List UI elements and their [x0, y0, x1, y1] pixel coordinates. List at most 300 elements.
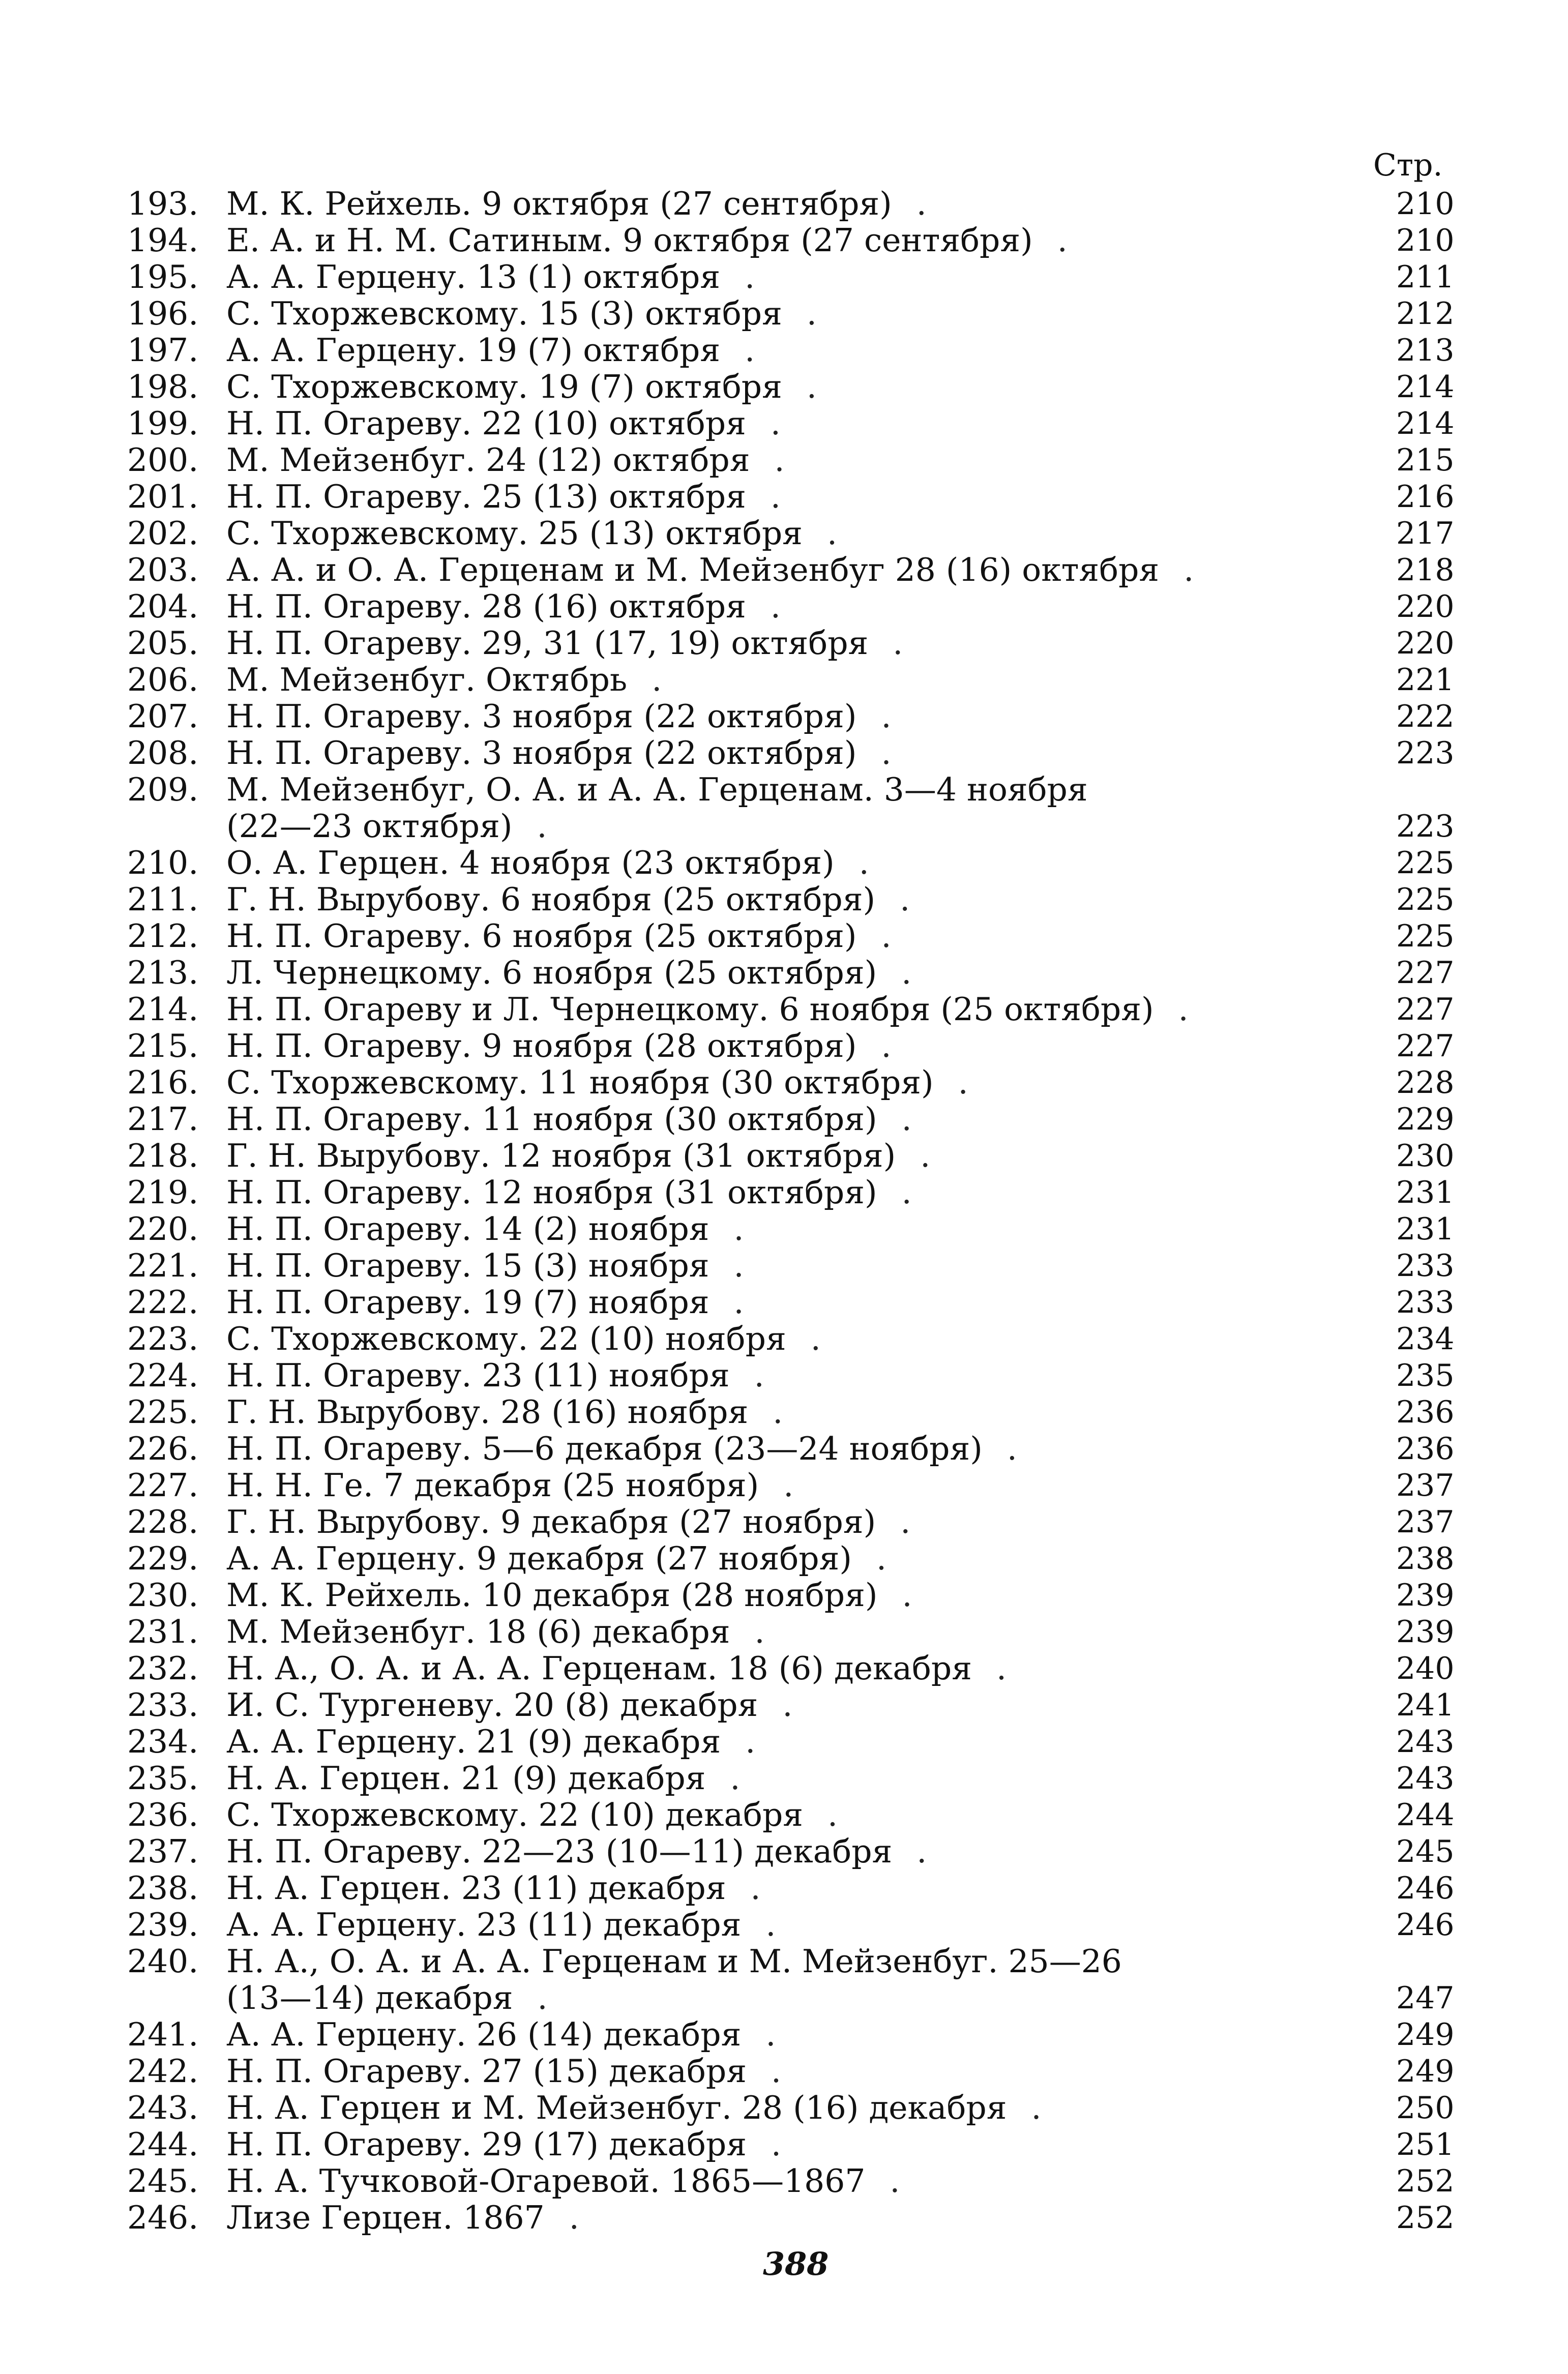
leader-dots: .: [856, 734, 906, 771]
entry-title-text: Н. П. Огареву. 12 ноября (31 октября): [226, 1174, 877, 1211]
toc-entry: [127, 2162, 1455, 2200]
toc-entry: [127, 515, 1455, 552]
leader-dots: .: [726, 1869, 775, 1907]
entry-page-number: 238: [1396, 1541, 1455, 1577]
entry-title: [226, 881, 1368, 918]
entry-page-number: 236: [1396, 1394, 1455, 1430]
entry-title: [226, 1577, 1368, 1614]
entry-page-number: 247: [1396, 1980, 1455, 2016]
entry-page-number: 217: [1396, 516, 1455, 551]
entry-number: 194.: [127, 222, 199, 259]
entry-number: 197.: [127, 332, 199, 369]
entry-title: [226, 1687, 1368, 1724]
leader-dots: .: [720, 258, 770, 295]
entry-number: 202.: [127, 515, 199, 552]
leader-dots: .: [786, 1320, 835, 1357]
entry-title-text: С. Тхоржевскому. 19 (7) октября: [226, 368, 782, 405]
entry-title: [226, 479, 1368, 515]
entry-title-text: Н. П. Огареву. 14 (2) ноября: [226, 1210, 709, 1248]
entry-page-number: 210: [1396, 223, 1455, 258]
leader-dots: .: [746, 2126, 796, 2163]
entry-title: [226, 1138, 1368, 1174]
entry-title-text: С. Тхоржевскому. 15 (3) октября: [226, 295, 782, 332]
entry-page-number: 234: [1396, 1321, 1455, 1357]
entry-page-number: 229: [1396, 1102, 1455, 1137]
entry-title-text: Н. П. Огареву. 25 (13) октября: [226, 478, 746, 515]
entry-number: 228.: [127, 1503, 199, 1540]
entry-page-number: 214: [1396, 369, 1455, 405]
entry-page-number: 216: [1396, 479, 1455, 515]
entry-page-number: 230: [1396, 1138, 1455, 1174]
entry-number: 231.: [127, 1613, 199, 1650]
entry-title-text: Г. Н. Вырубову. 9 декабря (27 ноября): [226, 1503, 876, 1540]
toc-entry: [127, 954, 1455, 991]
entry-title-text: М. К. Рейхель. 9 октября (27 сентября): [226, 185, 892, 222]
entry-title: [226, 186, 1368, 222]
leader-dots: .: [877, 1101, 926, 1138]
entry-title-text: Л. Чернецкому. 6 ноября (25 октября): [226, 954, 877, 991]
entry-number: 214.: [127, 991, 199, 1028]
entry-title: [226, 698, 1368, 735]
entry-title-text: Г. Н. Вырубову. 12 ноября (31 октября): [226, 1137, 896, 1174]
entry-number: 215.: [127, 1027, 199, 1064]
entry-number: 213.: [127, 954, 199, 991]
entry-number: 236.: [127, 1796, 199, 1833]
leader-dots: .: [856, 698, 906, 735]
entry-page-number: 225: [1396, 845, 1455, 881]
entry-number: 200.: [127, 441, 199, 479]
entry-title: [226, 2163, 1368, 2200]
leader-dots: .: [709, 1284, 758, 1321]
toc-entry: [127, 295, 1455, 332]
entry-title-text: Н. П. Огареву. 11 ноября (30 октября): [226, 1101, 877, 1138]
leader-dots: .: [741, 2016, 790, 2053]
entry-page-number: 246: [1396, 1907, 1455, 1943]
entry-number: 227.: [127, 1467, 199, 1504]
leader-dots: .: [802, 515, 851, 552]
toc-entry: [127, 771, 1455, 845]
toc-entry: [127, 405, 1455, 442]
toc-entry: [127, 1869, 1455, 1907]
leader-dots: .: [730, 1613, 779, 1650]
entry-page-number: 246: [1396, 1871, 1455, 1906]
entry-number: 206.: [127, 661, 199, 698]
leader-dots: .: [627, 661, 676, 698]
toc-entry: [127, 1760, 1455, 1797]
toc-entry: [127, 1613, 1455, 1650]
entry-page-number: 221: [1396, 662, 1455, 698]
entry-title-text: Н. А., О. А. и А. А. Герценам и М. Мейзенбуг. 25—26: [226, 1943, 1122, 1980]
entry-number: 226.: [127, 1430, 199, 1467]
entry-title-text: Н. П. Огареву. 22 (10) октября: [226, 405, 746, 442]
entry-title-text: С. Тхоржевскому. 25 (13) октября: [226, 515, 803, 552]
entry-number: 234.: [127, 1723, 199, 1760]
toc-entry: [127, 2016, 1455, 2053]
entry-number: 245.: [127, 2162, 199, 2200]
entry-title: [226, 1248, 1368, 1284]
entry-title: [226, 369, 1368, 405]
leader-dots: .: [896, 1137, 945, 1174]
entry-title-text: Н. П. Огареву. 3 ноября (22 октября): [226, 734, 857, 771]
entry-page-number: 218: [1396, 552, 1455, 588]
entry-title-text: Н. А. Тучковой-Огаревой. 1865—1867: [226, 2162, 866, 2200]
leader-dots: .: [892, 1833, 941, 1870]
toc-entry: [127, 1430, 1455, 1467]
entry-number: 207.: [127, 698, 199, 735]
toc-entry: [127, 1064, 1455, 1101]
leader-dots: .: [748, 1393, 797, 1431]
entry-page-number: 237: [1396, 1468, 1455, 1503]
entry-title-text: И. С. Тургеневу. 20 (8) декабря: [226, 1686, 758, 1724]
entry-title-text: Н. П. Огареву. 5—6 декабря (23—24 ноября): [226, 1430, 983, 1467]
entry-title-text: Н. П. Огареву. 29 (17) декабря: [226, 2126, 747, 2163]
entry-number: 209.: [127, 771, 199, 808]
entry-page-number: 250: [1396, 2090, 1455, 2126]
toc-entry: [127, 1577, 1455, 1614]
entry-title-text: Н. П. Огареву. 3 ноября (22 октября): [226, 698, 857, 735]
entry-number: 242.: [127, 2053, 199, 2090]
entry-page-number: 233: [1396, 1285, 1455, 1320]
entry-page-number: 244: [1396, 1797, 1455, 1833]
entry-page-number: 225: [1396, 882, 1455, 917]
entry-page-number: 240: [1396, 1651, 1455, 1686]
entry-title: [226, 1943, 1368, 2016]
entry-number: 204.: [127, 588, 199, 625]
entry-number: 211.: [127, 881, 199, 918]
entry-number: 244.: [127, 2126, 199, 2163]
entry-title-text: С. Тхоржевскому. 22 (10) ноября: [226, 1320, 786, 1357]
leader-dots: .: [971, 1650, 1021, 1687]
toc-entry: [127, 1393, 1455, 1431]
entry-page-number: 231: [1396, 1211, 1455, 1247]
entry-title-text: Н. А. Герцен. 23 (11) декабря: [226, 1869, 726, 1907]
leader-dots: .: [892, 185, 941, 222]
entry-title-text: М. К. Рейхель. 10 декабря (28 ноября): [226, 1577, 878, 1614]
entry-number: 196.: [127, 295, 199, 332]
entry-page-number: 251: [1396, 2127, 1455, 2162]
leader-dots: .: [875, 881, 925, 918]
toc-entry: [127, 1906, 1455, 1943]
toc-entry: [127, 332, 1455, 369]
entry-title-text: Н. П. Огареву. 29, 31 (17, 19) октября: [226, 625, 869, 662]
page-column-label: Стр.: [1373, 147, 1443, 183]
entry-title: [226, 1064, 1368, 1101]
leader-dots: .: [544, 2199, 594, 2236]
leader-dots: .: [746, 478, 795, 515]
entry-number: 222.: [127, 1284, 199, 1321]
entry-number: 205.: [127, 625, 199, 662]
toc-entry: [127, 2126, 1455, 2163]
toc-entry: [127, 1943, 1455, 2016]
toc-entry: [127, 1796, 1455, 1833]
toc-entry: [127, 185, 1455, 222]
entry-number: 230.: [127, 1577, 199, 1614]
entry-title: [226, 1357, 1368, 1394]
entry-number: 246.: [127, 2199, 199, 2236]
entry-number: 229.: [127, 1540, 199, 1577]
leader-dots: .: [856, 1027, 906, 1064]
toc-entry: [127, 2089, 1455, 2126]
entry-title-text: О. А. Герцен. 4 ноября (23 октября): [226, 844, 835, 881]
entry-number: 201.: [127, 478, 199, 515]
entry-title-text: М. Мейзенбуг. 24 (12) октября: [226, 441, 750, 479]
entry-page-number: 223: [1396, 809, 1455, 844]
leader-dots: .: [877, 954, 926, 991]
entry-page-number: 235: [1396, 1358, 1455, 1393]
toc-entry: [127, 625, 1455, 662]
entry-page-number: 225: [1396, 918, 1455, 954]
entry-page-number: 237: [1396, 1504, 1455, 1540]
leader-dots: .: [721, 1723, 770, 1760]
leader-dots: .: [865, 2162, 914, 2200]
entry-title-text: Н. А. Герцен и М. Мейзенбуг. 28 (16) декабря: [226, 2089, 1007, 2126]
entry-page-number: 220: [1396, 589, 1455, 625]
entry-title-text: Н. П. Огареву. 15 (3) ноября: [226, 1247, 709, 1284]
toc-entry: [127, 991, 1455, 1028]
entry-title: [226, 735, 1368, 771]
entry-title-text: А. А. и О. А. Герценам и М. Мейзенбуг 28 (16) октября: [226, 551, 1160, 588]
leader-dots: .: [750, 441, 799, 479]
entry-title: [226, 1211, 1368, 1248]
entry-page-number: 223: [1396, 735, 1455, 771]
toc-entry: [127, 1247, 1455, 1284]
entry-title-text: Г. Н. Вырубову. 6 ноября (25 октября): [226, 881, 876, 918]
entry-number: 220.: [127, 1210, 199, 1248]
entry-title: [226, 552, 1368, 588]
leader-dots: .: [746, 588, 795, 625]
leader-dots: .: [741, 1906, 790, 1943]
entry-page-number: 227: [1396, 992, 1455, 1027]
leader-dots: .: [729, 1357, 779, 1394]
entry-title-text: С. Тхоржевскому. 22 (10) декабря: [226, 1796, 804, 1833]
entry-number: 198.: [127, 368, 199, 405]
leader-dots: .: [758, 1686, 807, 1724]
toc-entry: [127, 2199, 1455, 2236]
leader-dots: .: [513, 1979, 562, 2016]
entry-page-number: 239: [1396, 1614, 1455, 1650]
entry-title: [226, 405, 1368, 442]
entry-page-number: 236: [1396, 1431, 1455, 1467]
entry-title: [226, 2053, 1368, 2090]
leader-dots: .: [856, 917, 906, 955]
entry-title-continuation: (13—14) декабря: [226, 1979, 513, 2016]
toc-entry: [127, 1101, 1455, 1138]
entry-number: 208.: [127, 734, 199, 771]
entry-page-number: 210: [1396, 186, 1455, 222]
entry-title-text: Е. А. и Н. М. Сатиным. 9 октября (27 сентября): [226, 222, 1033, 259]
entry-title: [226, 588, 1368, 625]
entry-title: [226, 1284, 1368, 1321]
entry-page-number: 213: [1396, 333, 1455, 368]
entry-title-text: А. А. Герцену. 23 (11) декабря: [226, 1906, 742, 1943]
toc-entry: [127, 222, 1455, 259]
entry-page-number: 222: [1396, 699, 1455, 734]
entry-title-text: Н. П. Огареву. 27 (15) декабря: [226, 2053, 747, 2090]
entry-number: 219.: [127, 1174, 199, 1211]
entry-title-text: Н. П. Огареву. 9 ноября (28 октября): [226, 1027, 857, 1064]
entry-number: 243.: [127, 2089, 199, 2126]
entry-page-number: 249: [1396, 2054, 1455, 2089]
toc-entry: [127, 368, 1455, 405]
entry-number: 218.: [127, 1137, 199, 1174]
entry-title: [226, 1797, 1368, 1833]
entry-title: [226, 1394, 1368, 1431]
entry-title: [226, 1833, 1368, 1870]
entry-page-number: 214: [1396, 406, 1455, 441]
entry-title: [226, 1724, 1368, 1760]
entry-page-number: 220: [1396, 626, 1455, 661]
toc-entry: [127, 1137, 1455, 1174]
toc-entry: [127, 1320, 1455, 1357]
entry-title: [226, 991, 1368, 1028]
toc-entry: [127, 1027, 1455, 1064]
entry-number: 238.: [127, 1869, 199, 1907]
entry-title: [226, 2126, 1368, 2163]
leader-dots: .: [782, 295, 831, 332]
entry-title: [226, 259, 1368, 295]
toc-entry: [127, 881, 1455, 918]
entry-title-text: М. Мейзенбуг, О. А. и А. А. Герценам. 3—4 ноября: [226, 771, 1088, 808]
toc-entry: [127, 478, 1455, 515]
leader-dots: .: [709, 1247, 758, 1284]
entry-number: 224.: [127, 1357, 199, 1394]
leader-dots: .: [851, 1540, 901, 1577]
entry-number: 217.: [127, 1101, 199, 1138]
entry-number: 210.: [127, 844, 199, 881]
entry-number: 241.: [127, 2016, 199, 2053]
leader-dots: .: [1007, 2089, 1056, 2126]
entry-title-text: Н. А., О. А. и А. А. Герценам. 18 (6) декабря: [226, 1650, 972, 1687]
entry-number: 232.: [127, 1650, 199, 1687]
leader-dots: .: [720, 332, 770, 369]
toc-entry: [127, 1723, 1455, 1760]
entry-number: 216.: [127, 1064, 199, 1101]
entry-number: 203.: [127, 551, 199, 588]
leader-dots: .: [1159, 551, 1208, 588]
toc-entry: [127, 551, 1455, 588]
entry-title: [226, 1431, 1368, 1467]
leader-dots: .: [933, 1064, 983, 1101]
toc-entry: [127, 1174, 1455, 1211]
leader-dots: .: [877, 1174, 926, 1211]
toc-entry: [127, 1357, 1455, 1394]
entry-title: [226, 662, 1368, 698]
entry-title: [226, 1028, 1368, 1064]
toc-entry: [127, 1503, 1455, 1540]
entry-title-text: Г. Н. Вырубову. 28 (16) ноября: [226, 1393, 749, 1431]
entry-page-number: 211: [1396, 259, 1455, 295]
leader-dots: .: [746, 2053, 796, 2090]
entry-title: [226, 2016, 1368, 2053]
page-number: 388: [763, 2245, 829, 2282]
toc-entry: [127, 734, 1455, 771]
entry-title: [226, 1504, 1368, 1540]
entry-title: [226, 515, 1368, 552]
entry-page-number: 243: [1396, 1761, 1455, 1796]
entry-page-number: 252: [1396, 2200, 1455, 2236]
entry-title: [226, 2090, 1368, 2126]
toc-entry: [127, 698, 1455, 735]
entry-page-number: 233: [1396, 1248, 1455, 1284]
entry-title-text: Н. П. Огареву. 28 (16) октября: [226, 588, 746, 625]
entry-page-number: 215: [1396, 442, 1455, 478]
entry-page-number: 252: [1396, 2163, 1455, 2199]
entry-title-text: М. Мейзенбуг. Октябрь: [226, 661, 628, 698]
entry-title-text: А. А. Герцену. 26 (14) декабря: [226, 2016, 742, 2053]
entry-title: [226, 955, 1368, 991]
toc-entry: [127, 1650, 1455, 1687]
entry-title-text: Н. П. Огареву. 22—23 (10—11) декабря: [226, 1833, 893, 1870]
entry-title: [226, 332, 1368, 369]
entry-title-text: Н. П. Огареву. 6 ноября (25 октября): [226, 917, 857, 955]
entry-title: [226, 1650, 1368, 1687]
toc-entry: [127, 588, 1455, 625]
toc-entry: [127, 917, 1455, 955]
entry-title: [226, 1870, 1368, 1907]
entry-title-text: М. Мейзенбуг. 18 (6) декабря: [226, 1613, 730, 1650]
entry-title-text: Лизе Герцен. 1867: [226, 2199, 545, 2236]
entry-title: [226, 442, 1368, 479]
toc-entry: [127, 1210, 1455, 1248]
entry-number: 221.: [127, 1247, 199, 1284]
entry-title-text: А. А. Герцену. 19 (7) октября: [226, 332, 721, 369]
entry-number: 195.: [127, 258, 199, 295]
entry-number: 212.: [127, 917, 199, 955]
entry-title: [226, 1760, 1368, 1797]
entry-title-text: А. А. Герцену. 9 декабря (27 ноября): [226, 1540, 852, 1577]
entry-number: 235.: [127, 1760, 199, 1797]
entry-number: 233.: [127, 1686, 199, 1724]
entry-number: 237.: [127, 1833, 199, 1870]
leader-dots: .: [782, 368, 831, 405]
entry-title: [226, 845, 1368, 881]
entry-number: 223.: [127, 1320, 199, 1357]
leader-dots: .: [834, 844, 883, 881]
entry-title: [226, 2200, 1368, 2236]
leader-dots: .: [868, 625, 918, 662]
entry-title-text: Н. П. Огареву. 19 (7) ноября: [226, 1284, 709, 1321]
entry-title: [226, 625, 1368, 662]
leader-dots: .: [877, 1577, 927, 1614]
entry-title: [226, 295, 1368, 332]
entry-title: [226, 1907, 1368, 1943]
entry-page-number: 245: [1396, 1834, 1455, 1869]
entry-page-number: 228: [1396, 1065, 1455, 1101]
entry-page-number: 231: [1396, 1175, 1455, 1210]
entry-number: 193.: [127, 185, 199, 222]
entry-title: [226, 1174, 1368, 1211]
entry-title-text: Н. А. Герцен. 21 (9) декабря: [226, 1760, 706, 1797]
entry-page-number: 227: [1396, 955, 1455, 991]
entry-number: 240.: [127, 1943, 199, 1980]
leader-dots: .: [803, 1796, 852, 1833]
leader-dots: .: [1032, 222, 1082, 259]
entry-title: [226, 1614, 1368, 1650]
leader-dots: .: [746, 405, 795, 442]
toc-entry: [127, 1284, 1455, 1321]
entry-title-text: А. А. Герцену. 21 (9) декабря: [226, 1723, 721, 1760]
toc-entry: [127, 2053, 1455, 2090]
entry-number: 199.: [127, 405, 199, 442]
leader-dots: .: [1153, 991, 1203, 1028]
entry-title: [226, 1540, 1368, 1577]
toc-entry: [127, 661, 1455, 698]
leader-dots: .: [759, 1467, 808, 1504]
entry-title-continuation: (22—23 октября): [226, 808, 513, 845]
leader-dots: .: [982, 1430, 1031, 1467]
toc-entry: [127, 258, 1455, 295]
entry-title-text: А. А. Герцену. 13 (1) октября: [226, 258, 721, 295]
